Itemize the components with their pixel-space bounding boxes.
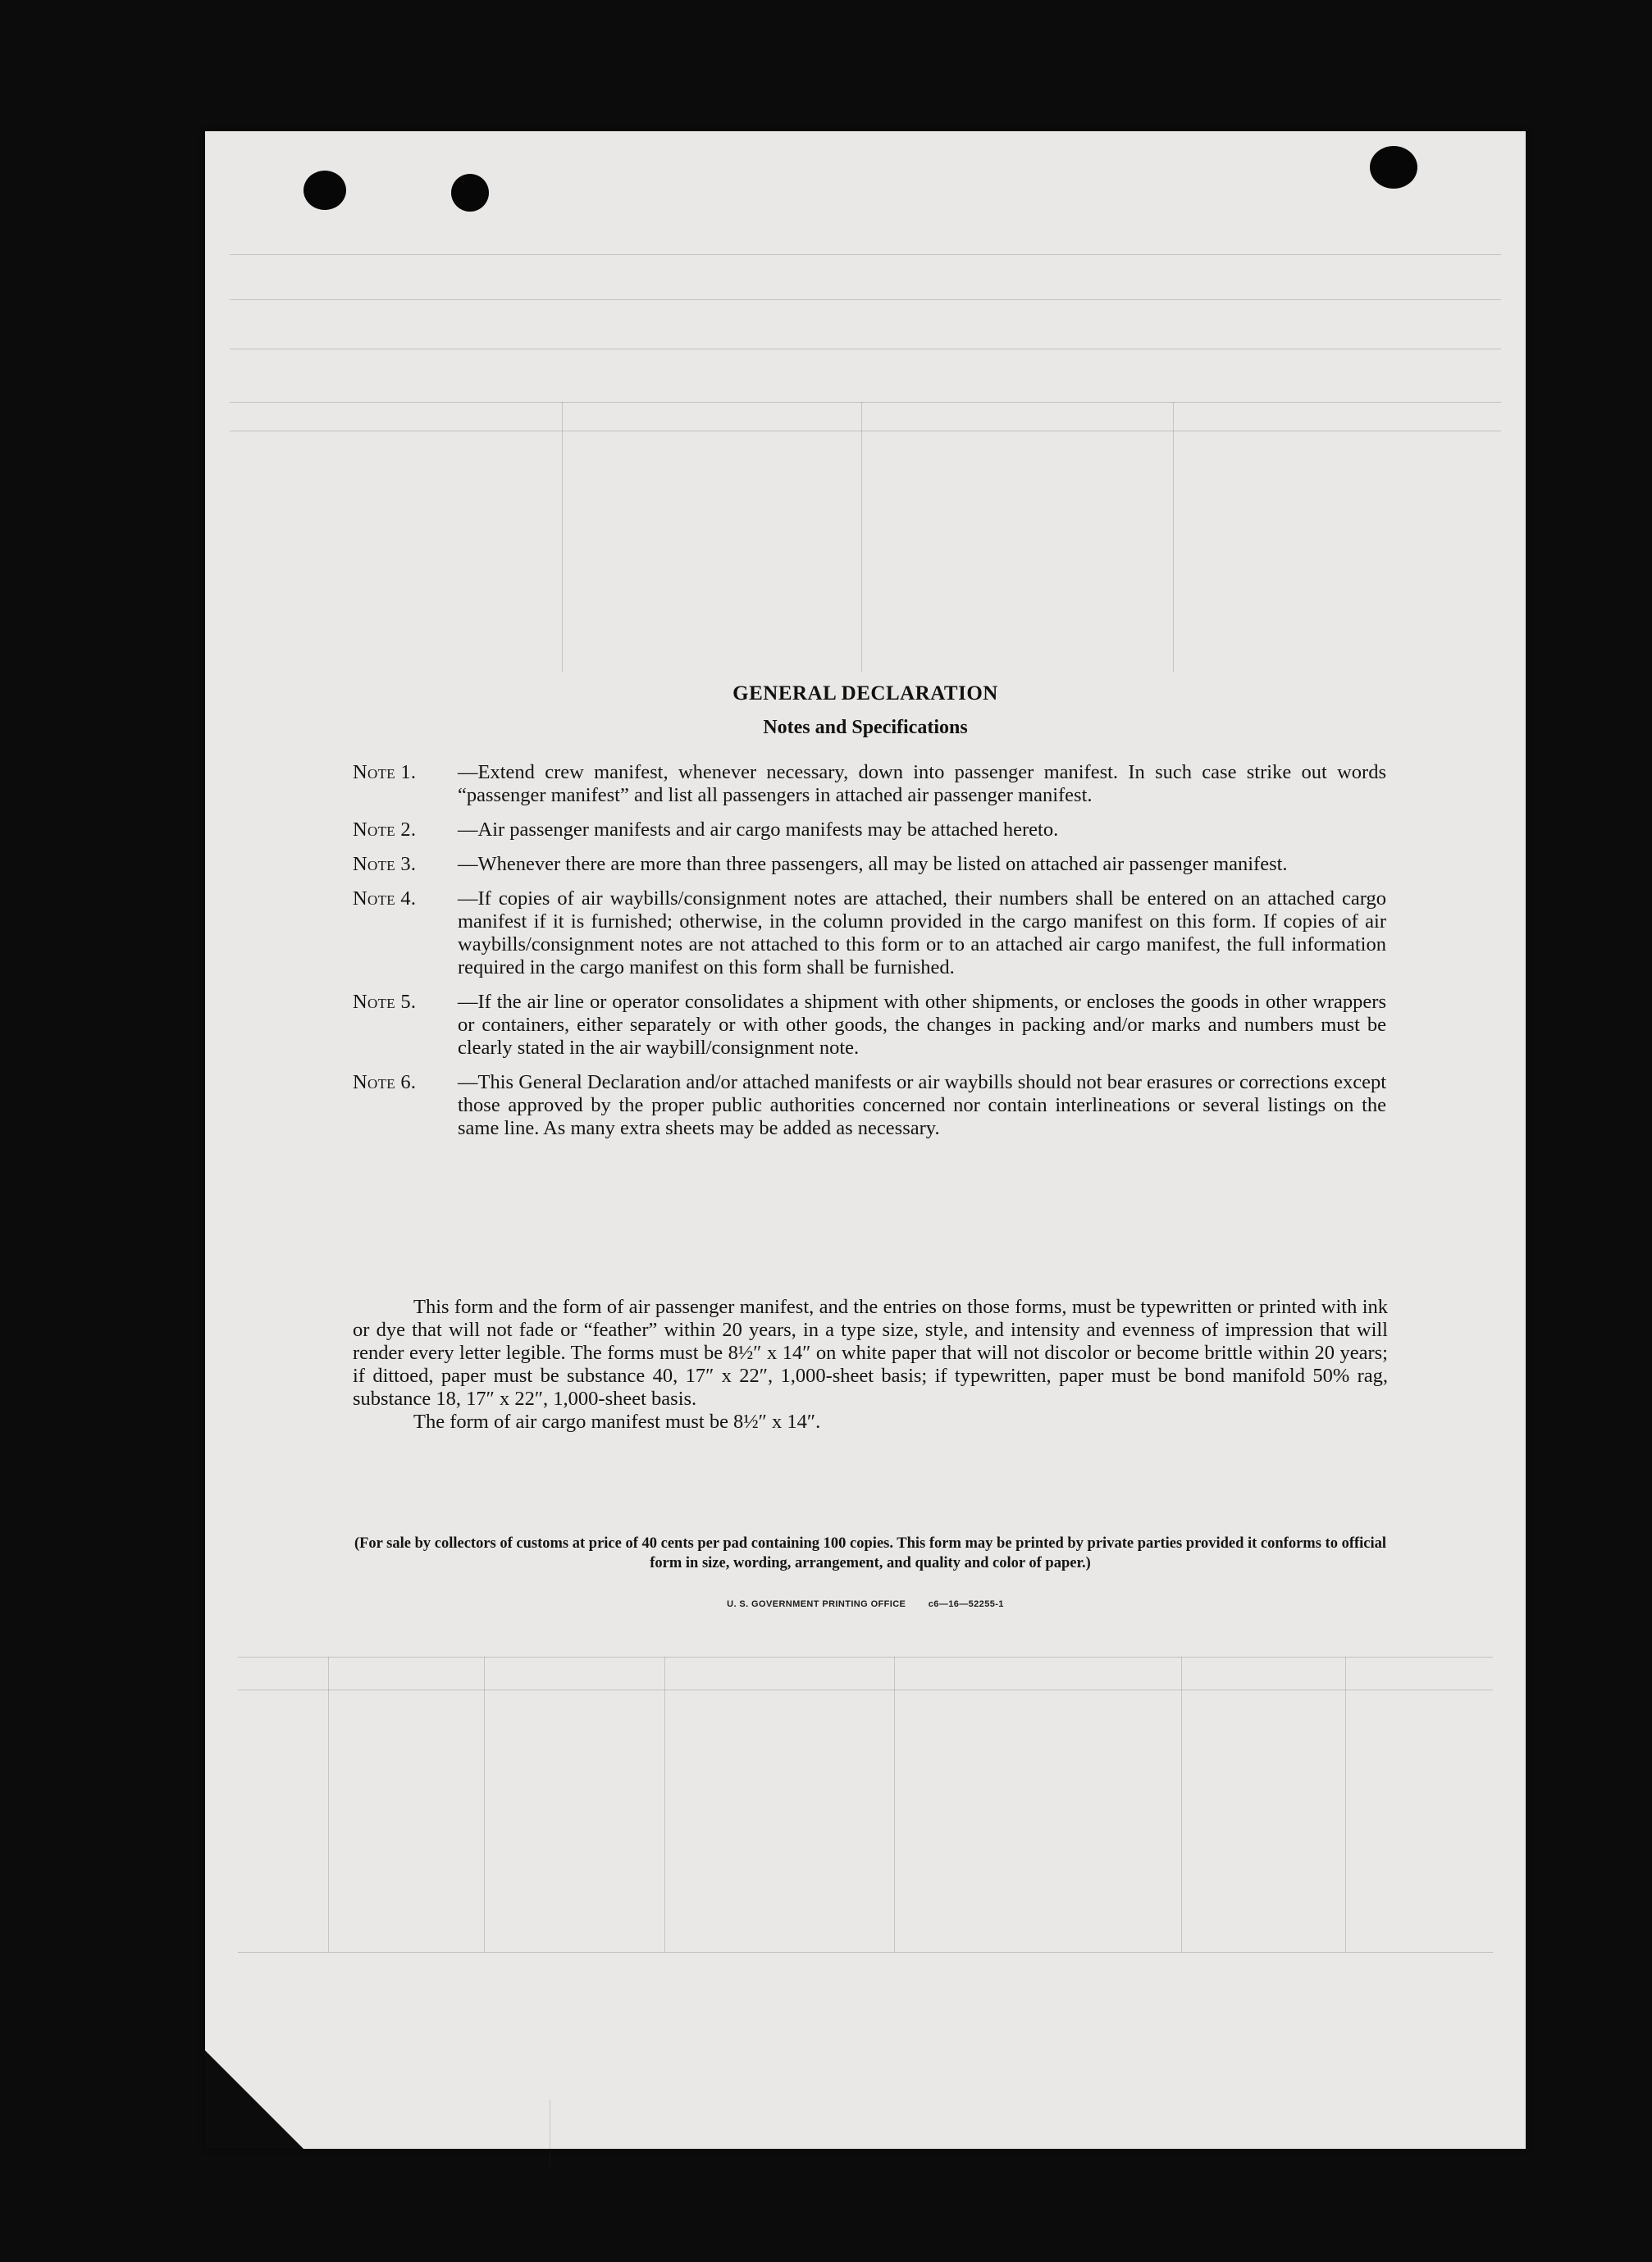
note-item bbox=[353, 761, 1386, 807]
bleed-line bbox=[238, 1657, 1493, 1658]
note-item bbox=[353, 1071, 1386, 1140]
note-text: —Whenever there are more than three passengers, all may be listed on attached air passenger manifest. bbox=[458, 853, 1288, 875]
note-label: Note 4. bbox=[353, 887, 417, 910]
note-label: Note 1. bbox=[353, 761, 417, 783]
bleed-line bbox=[230, 402, 1501, 403]
note-item bbox=[353, 991, 1386, 1060]
bleed-line bbox=[894, 1657, 895, 1952]
note-item bbox=[353, 887, 1386, 979]
spec-paragraph: This form and the form of air passenger manifest, and the entries on those forms, must be typewritten or printed with ink or dye that will not fade or “feather” within 20 years, in a type size, style, and intensity and evenness of impression that will render every letter legible. The forms must be 8½″ x 14″ on white paper that will not discolor or become brittle within 20 years; if dittoed, paper must be substance 40, 17″ x 22″, 1,000-sheet basis; if typewritten, paper must be bond manifold 50% rag, substance 18, 17″ x 22″, 1,000-sheet basis. bbox=[353, 1296, 1388, 1410]
folded-corner bbox=[205, 2050, 303, 2149]
document-page bbox=[205, 131, 1526, 2149]
bleed-line bbox=[1181, 1657, 1182, 1952]
bleed-line bbox=[1345, 1657, 1346, 1952]
punch-hole-left-1 bbox=[303, 171, 346, 210]
specifications bbox=[353, 1296, 1388, 1434]
bleed-line bbox=[484, 1657, 485, 1952]
note-item bbox=[353, 819, 1386, 841]
note-label: Note 3. bbox=[353, 853, 417, 875]
note-label: Note 5. bbox=[353, 991, 417, 1013]
printer-line bbox=[205, 1599, 1526, 1609]
note-label: Note 6. bbox=[353, 1071, 417, 1093]
bleed-line bbox=[861, 402, 862, 673]
spec-cargo-paragraph: The form of air cargo manifest must be 8½″ x 14″. bbox=[413, 1411, 821, 1433]
printer-name: U. S. GOVERNMENT PRINTING OFFICE bbox=[727, 1599, 906, 1609]
note-text: —If copies of air waybills/consignment notes are attached, their numbers shall be entered on an attached cargo manifest if it is furnished; otherwise, in the column provided in the cargo manifest on this form. If copies of air waybills/consignment notes are not attached to this form or to an attached air cargo manifest, the full information required in the cargo manifest on this form shall be furnished. bbox=[458, 887, 1386, 978]
note-text: —If the air line or operator consolidates a shipment with other shipments, or encloses the goods in other wrappers or containers, either separately or with other goods, the changes in packing and/or marks and numbers must be clearly stated in the air waybill/consignment note. bbox=[458, 991, 1386, 1059]
document-title: GENERAL DECLARATION bbox=[732, 682, 998, 705]
bleed-line bbox=[562, 402, 563, 673]
bleed-line bbox=[328, 1657, 329, 1952]
bleed-line bbox=[230, 254, 1501, 255]
document-subtitle: Notes and Specifications bbox=[763, 717, 968, 738]
bleed-line bbox=[664, 1657, 665, 1952]
sale-notice: (For sale by collectors of customs at price of 40 cents per pad containing 100 copies. This form may be printed by private parties provided it conforms to official form in size, wording, arrangement, and quality and color of paper.) bbox=[354, 1535, 1387, 1571]
bleed-line bbox=[230, 299, 1501, 300]
note-text: —Extend crew manifest, whenever necessary, down into passenger manifest. In such case strike out words “passenger manifest” and list all passengers in attached air passenger manifest. bbox=[458, 761, 1386, 806]
punch-hole-left-2 bbox=[451, 174, 489, 212]
form-code: c6—16—52255-1 bbox=[928, 1599, 1004, 1609]
bleed-line bbox=[1173, 402, 1174, 673]
note-text: —Air passenger manifests and air cargo manifests may be attached hereto. bbox=[458, 819, 1059, 841]
note-label: Note 2. bbox=[353, 819, 417, 841]
notes-list bbox=[353, 761, 1386, 1152]
punch-hole-right bbox=[1370, 146, 1417, 189]
note-text: —This General Declaration and/or attached manifests or air waybills should not bear erasures or corrections except those approved by the proper public authorities concerned nor contain interlineations or several listings on the same line. As many extra sheets may be added as necessary. bbox=[458, 1071, 1386, 1139]
bleed-line bbox=[238, 1952, 1493, 1953]
note-item bbox=[353, 853, 1386, 876]
